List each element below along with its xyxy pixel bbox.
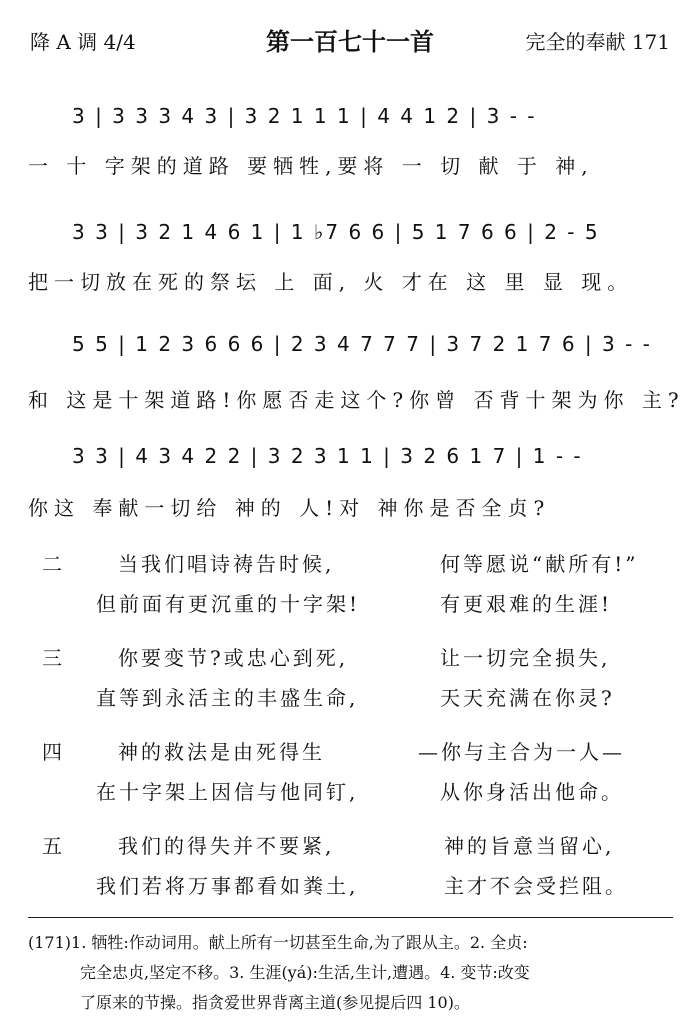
- verse-number: 五: [42, 834, 62, 858]
- verse-line: 神的救法是由死得生: [118, 740, 325, 764]
- hymn-subtitle: 完全的奉献 171: [525, 30, 670, 54]
- page-title: 第一百七十一首: [266, 28, 434, 56]
- footnote-line: 了原来的节操。指贪爱世界背离主道(参见提后四 10)。: [80, 993, 470, 1012]
- notation-line: 5 5 | 1 2 3 6 6 6 | 2 3 4 7 7 7 | 3 7 2 1 7 6 | 3 - -: [72, 332, 652, 356]
- notation-line: 3 | 3 3 3 4 3 | 3 2 1 1 1 | 4 4 1 2 | 3 - -: [72, 104, 537, 128]
- verse-line: 何等愿说“献所有!”: [440, 552, 639, 576]
- lyrics-line: 和 这是十架道路!你愿否走这个?你曾 否背十架为你 主?: [28, 388, 685, 412]
- verse-line: 天天充满在你灵?: [440, 686, 615, 710]
- notation-line: 3 3 | 3 2 1 4 6 1 | 1 ♭7 6 6 | 5 1 7 6 6 | 2 - 5: [72, 220, 600, 244]
- lyrics-line: 把一切放在死的祭坛 上 面, 火 才在 这 里 显 现。: [28, 270, 634, 294]
- verse-line: 主才不会受拦阻。: [444, 874, 628, 898]
- verse-line: 但前面有更沉重的十字架!: [96, 592, 361, 616]
- lyrics-line: 你这 奉献一切给 神的 人!对 神你是否全贞?: [28, 496, 551, 520]
- verse-line: 在十字架上因信与他同钉,: [96, 780, 359, 804]
- verse-line: 我们若将万事都看如粪土,: [96, 874, 359, 898]
- verse-line: 直等到永活主的丰盛生命,: [96, 686, 359, 710]
- verse-line: 当我们唱诗祷告时候,: [118, 552, 335, 576]
- notation-line: 3 3 | 4 3 4 2 2 | 3 2 3 1 1 | 3 2 6 1 7 | 1 - -: [72, 444, 583, 468]
- footnote: [28, 928, 676, 1018]
- verse-line: 神的旨意当留心,: [444, 834, 615, 858]
- footnote-line: (171)1. 牺牲:作动词用。献上所有一切甚至生命,为了跟从主。2. 全贞:: [28, 933, 528, 952]
- verse-number: 二: [42, 552, 62, 576]
- verse-line: 我们的得失并不要紧,: [118, 834, 335, 858]
- verse-number: 三: [42, 646, 62, 670]
- footnote-divider: [28, 917, 673, 918]
- key-signature: 降 A 调 4/4: [30, 30, 136, 54]
- score-system: [0, 332, 700, 392]
- verse-line: 你要变节?或忠心到死,: [118, 646, 349, 670]
- verse-line: 有更艰难的生涯!: [440, 592, 613, 616]
- verse-line: 让一切完全损失,: [440, 646, 611, 670]
- verse-line: 从你身活出他命。: [440, 780, 624, 804]
- verse-number: 四: [42, 740, 62, 764]
- footnote-line: 完全忠贞,坚定不移。3. 生涯(yá):生活,生计,遭遇。4. 变节:改变: [80, 963, 530, 982]
- verse-line: —你与主合为一人—: [418, 740, 625, 764]
- lyrics-line: 一 十 字架的道路 要牺牲,要将 一 切 献 于 神,: [28, 154, 594, 178]
